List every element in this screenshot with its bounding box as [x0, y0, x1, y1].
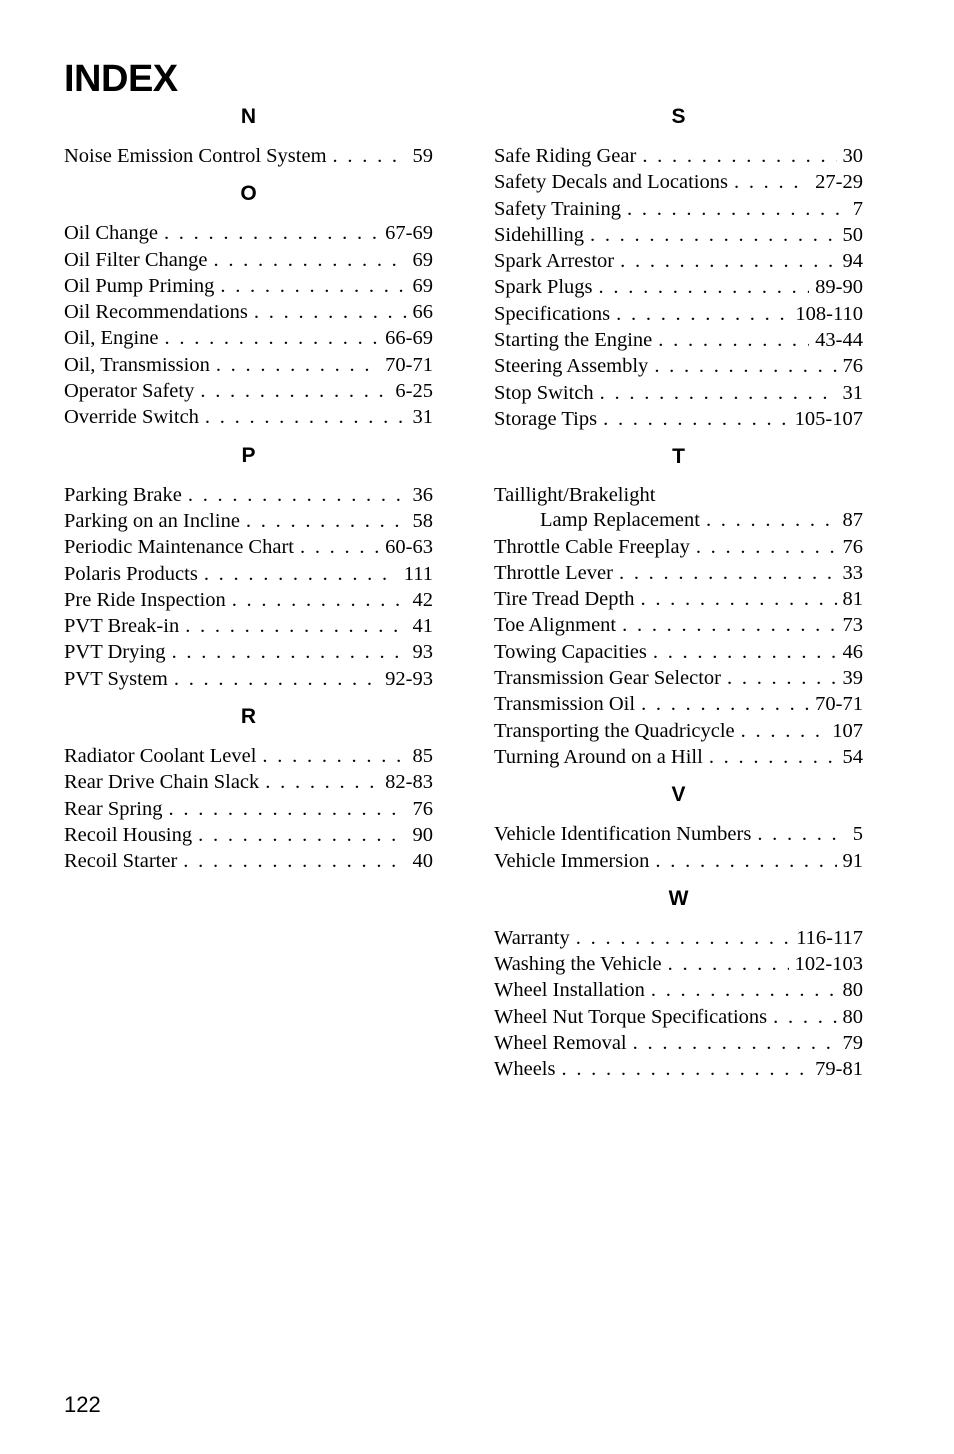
dot-leader	[169, 796, 407, 822]
dot-leader	[603, 406, 789, 432]
index-entry	[64, 299, 433, 325]
dot-leader	[668, 951, 789, 977]
dot-leader	[655, 848, 836, 874]
page-title: INDEX	[64, 58, 178, 100]
entry-list	[494, 821, 863, 874]
entry-name: Rear Spring	[64, 797, 163, 820]
index-entry	[494, 925, 863, 951]
index-section-w	[494, 886, 863, 1083]
section-letter: S	[671, 105, 686, 128]
entry-page: 58	[412, 509, 433, 532]
entry-page: 69	[412, 248, 433, 271]
dot-leader	[205, 404, 407, 430]
dot-leader	[709, 744, 837, 770]
index-entry	[494, 612, 863, 638]
entry-page: 102-103	[794, 953, 863, 976]
dot-leader	[200, 378, 389, 404]
entry-name: Turning Around on a Hill	[494, 745, 703, 768]
dot-leader	[640, 586, 836, 612]
index-entry	[494, 222, 863, 248]
dot-leader	[651, 977, 837, 1003]
entry-name: Safety Decals and Locations	[494, 171, 728, 194]
dot-leader	[734, 169, 809, 195]
entry-page: 85	[412, 745, 433, 768]
index-entry	[494, 353, 863, 379]
entry-name: Transmission Oil	[494, 693, 636, 716]
dot-leader	[172, 639, 407, 665]
entry-name: Oil Pump Priming	[64, 274, 215, 297]
dot-leader	[185, 613, 406, 639]
dot-leader	[183, 848, 406, 874]
dot-leader	[706, 507, 837, 533]
entry-page: 54	[842, 745, 863, 768]
dot-leader	[727, 665, 837, 691]
dot-leader	[254, 299, 407, 325]
dot-leader	[741, 718, 827, 744]
index-entry	[64, 639, 433, 665]
dot-leader	[658, 327, 809, 353]
dot-leader	[633, 1030, 837, 1056]
dot-leader	[696, 534, 837, 560]
entry-page: 81	[842, 588, 863, 611]
index-entry	[494, 718, 863, 744]
index-entry	[494, 248, 863, 274]
entry-list	[64, 482, 433, 692]
dot-leader	[232, 587, 407, 613]
entry-page: 43-44	[815, 329, 863, 352]
index-section-r	[64, 704, 433, 874]
entry-page: 69	[412, 274, 433, 297]
dot-leader	[216, 352, 379, 378]
index-entry	[494, 169, 863, 195]
entry-page: 91	[842, 849, 863, 872]
index-entry	[64, 561, 433, 587]
index-entry	[64, 378, 433, 404]
dot-leader	[642, 143, 836, 169]
index-entry	[64, 273, 433, 299]
entry-page: 76	[412, 797, 433, 820]
section-letter: V	[671, 783, 686, 807]
index-entry	[64, 743, 433, 769]
entry-name: Oil, Transmission	[64, 353, 210, 376]
entry-name: Toe Alignment	[494, 614, 617, 637]
index-entry	[64, 666, 433, 692]
entry-page: 67-69	[385, 222, 433, 245]
dot-leader	[600, 380, 837, 406]
entry-name: Throttle Lever	[494, 561, 613, 584]
index-entry	[494, 406, 863, 432]
entry-page: 80	[842, 979, 863, 1002]
index-entry	[494, 1030, 863, 1056]
index-entry	[64, 143, 433, 169]
entry-name: Warranty	[494, 926, 570, 949]
dot-leader	[641, 691, 809, 717]
index-section-s	[494, 104, 863, 432]
entry-name: Wheel Removal	[494, 1032, 627, 1055]
entry-name: Operator Safety	[64, 380, 195, 403]
entry-name: Starting the Engine	[494, 329, 653, 352]
dot-leader	[204, 561, 398, 587]
index-entry	[494, 534, 863, 560]
entry-name: Safe Riding Gear	[494, 145, 637, 167]
index-entry	[494, 483, 863, 533]
dot-leader	[622, 612, 836, 638]
index-section-v	[494, 782, 863, 874]
entry-page: 70-71	[385, 353, 433, 376]
entry-name: Throttle Cable Freeplay	[494, 535, 690, 558]
entry-page: 66	[412, 301, 433, 324]
dot-leader	[616, 301, 789, 327]
entry-list	[64, 220, 433, 430]
dot-leader	[576, 925, 790, 951]
section-letter: T	[672, 445, 685, 469]
entry-list	[494, 925, 863, 1083]
index-entry	[64, 769, 433, 795]
entry-page: 46	[842, 640, 863, 663]
dot-leader	[627, 196, 847, 222]
index-entry	[64, 404, 433, 430]
entry-name: Vehicle Identification Numbers	[494, 823, 752, 846]
index-entry	[64, 352, 433, 378]
index-entry	[494, 143, 863, 169]
index-column-left	[64, 104, 433, 887]
dot-leader	[213, 247, 406, 273]
entry-name: Safety Training	[494, 197, 621, 220]
entry-name: Wheels	[494, 1058, 556, 1081]
entry-list	[494, 143, 863, 432]
entry-name: Tire Tread Depth	[494, 588, 635, 611]
dot-leader	[188, 482, 407, 508]
entry-page: 70-71	[815, 693, 863, 716]
index-entry	[494, 977, 863, 1003]
index-entry	[494, 586, 863, 612]
index-entry	[494, 196, 863, 222]
entry-name: Sidehilling	[494, 223, 584, 246]
dot-leader	[654, 353, 836, 379]
index-entry	[64, 508, 433, 534]
index-entry	[494, 301, 863, 327]
entry-page: 33	[842, 561, 863, 584]
index-column-right	[494, 104, 863, 1095]
index-entry	[494, 744, 863, 770]
index-entry	[494, 639, 863, 665]
entry-name: Noise Emission Control System	[64, 145, 327, 167]
entry-page: 105-107	[794, 407, 863, 430]
dot-leader	[220, 273, 406, 299]
dot-leader	[653, 639, 837, 665]
dot-leader	[619, 560, 837, 586]
entry-page: 76	[842, 535, 863, 558]
entry-name: Parking on an Incline	[64, 509, 240, 532]
entry-page: 6-25	[395, 380, 433, 403]
entry-name: Specifications	[494, 302, 611, 325]
entry-page: 107	[832, 719, 863, 742]
entry-page: 30	[842, 145, 863, 167]
index-section-p	[64, 443, 433, 692]
index-entry	[494, 665, 863, 691]
dot-leader	[333, 143, 407, 169]
entry-page: 80	[842, 1005, 863, 1028]
entry-page: 89-90	[815, 276, 863, 299]
entry-name: Oil Filter Change	[64, 248, 208, 271]
dot-leader	[262, 743, 406, 769]
index-entry	[64, 796, 433, 822]
entry-name: Recoil Housing	[64, 823, 193, 846]
index-entry	[494, 951, 863, 977]
section-letter: N	[240, 105, 257, 128]
index-entry	[494, 1056, 863, 1082]
dot-leader	[590, 222, 837, 248]
index-entry	[494, 691, 863, 717]
entry-list	[64, 143, 433, 169]
entry-page: 93	[412, 641, 433, 664]
index-section-t	[494, 444, 863, 770]
entry-name: Recoil Starter	[64, 850, 178, 873]
entry-name: Polaris Products	[64, 562, 198, 585]
entry-page: 27-29	[815, 171, 863, 194]
entry-page: 39	[842, 667, 863, 690]
entry-name: PVT System	[64, 667, 168, 690]
entry-name: Pre Ride Inspection	[64, 588, 226, 611]
dot-leader	[561, 1056, 809, 1082]
index-entry	[494, 380, 863, 406]
entry-name: Oil Recommendations	[64, 301, 248, 324]
entry-name: Wheel Nut Torque Specifications	[494, 1005, 768, 1028]
index-entry	[64, 325, 433, 351]
entry-page: 90	[412, 823, 433, 846]
dot-leader	[174, 666, 379, 692]
entry-page: 5	[852, 823, 863, 846]
section-letter: R	[240, 705, 257, 729]
entry-name: Towing Capacities	[494, 640, 647, 663]
entry-name: Periodic Maintenance Chart	[64, 536, 294, 559]
entry-page: 50	[842, 223, 863, 246]
entry-page: 92-93	[385, 667, 433, 690]
entry-name: Storage Tips	[494, 407, 598, 430]
entry-page: 111	[403, 562, 433, 585]
index-entry	[64, 587, 433, 613]
entry-page: 31	[842, 381, 863, 404]
entry-name: Rear Drive Chain Slack	[64, 771, 260, 794]
entry-page: 60-63	[385, 536, 433, 559]
entry-page: 82-83	[385, 771, 433, 794]
index-entry	[494, 327, 863, 353]
entry-page: 42	[412, 588, 433, 611]
dot-leader	[246, 508, 407, 534]
section-letter: O	[240, 182, 257, 206]
entry-name: Vehicle Immersion	[494, 849, 650, 872]
entry-page: 66-69	[385, 327, 433, 350]
dot-leader	[164, 220, 379, 246]
entry-list	[64, 743, 433, 874]
entry-name: PVT Break-in	[64, 615, 180, 638]
index-entry	[494, 1004, 863, 1030]
entry-page: 41	[412, 615, 433, 638]
page-number: 122	[64, 1392, 101, 1417]
entry-name: Washing the Vehicle	[494, 953, 662, 976]
entry-name: Transporting the Quadricycle	[494, 719, 735, 742]
entry-name: Wheel Installation	[494, 979, 645, 1002]
section-letter: P	[241, 443, 256, 467]
dot-leader	[757, 821, 846, 847]
dot-leader	[773, 1004, 836, 1030]
index-entry	[64, 534, 433, 560]
index-entry	[494, 560, 863, 586]
index-entry	[494, 848, 863, 874]
entry-name: Taillight/Brakelight	[494, 484, 656, 507]
entry-name: Spark Plugs	[494, 276, 593, 299]
entry-page: 59	[412, 145, 433, 167]
entry-page: 79-81	[815, 1058, 863, 1081]
dot-leader	[265, 769, 379, 795]
entry-page: 31	[412, 406, 433, 429]
index-entry	[64, 822, 433, 848]
entry-page: 76	[842, 355, 863, 378]
entry-name: Stop Switch	[494, 381, 594, 404]
index-entry	[64, 247, 433, 273]
dot-leader	[300, 534, 379, 560]
index-entry	[64, 613, 433, 639]
dot-leader	[198, 822, 406, 848]
dot-leader	[599, 274, 810, 300]
entry-page: 79	[842, 1032, 863, 1055]
index-entry	[494, 821, 863, 847]
entry-page: 116-117	[796, 926, 863, 949]
dot-leader	[620, 248, 836, 274]
entry-list	[494, 483, 863, 770]
entry-name: Oil Change	[64, 222, 158, 245]
index-section-o	[64, 181, 433, 430]
entry-name: PVT Drying	[64, 641, 166, 664]
index-entry	[64, 848, 433, 874]
index-section-n	[64, 104, 433, 169]
entry-page: 108-110	[795, 302, 863, 325]
entry-page: 94	[842, 250, 863, 273]
entry-page: 36	[412, 483, 433, 506]
index-entry	[64, 482, 433, 508]
entry-page: 40	[412, 850, 433, 873]
entry-name: Spark Arrestor	[494, 250, 615, 273]
entry-name: Oil, Engine	[64, 327, 159, 350]
entry-name: Steering Assembly	[494, 355, 649, 378]
entry-name: Transmission Gear Selector	[494, 667, 721, 690]
entry-name: Parking Brake	[64, 483, 182, 506]
entry-subline	[494, 507, 863, 533]
entry-page: 87	[842, 509, 863, 532]
entry-page: 73	[842, 614, 863, 637]
entry-name: Radiator Coolant Level	[64, 745, 257, 768]
entry-page: 7	[852, 197, 863, 220]
index-entry	[64, 220, 433, 246]
index-entry	[494, 274, 863, 300]
entry-subname: Lamp Replacement	[540, 509, 700, 532]
dot-leader	[165, 325, 380, 351]
entry-name: Override Switch	[64, 406, 199, 429]
section-letter: W	[668, 886, 689, 910]
